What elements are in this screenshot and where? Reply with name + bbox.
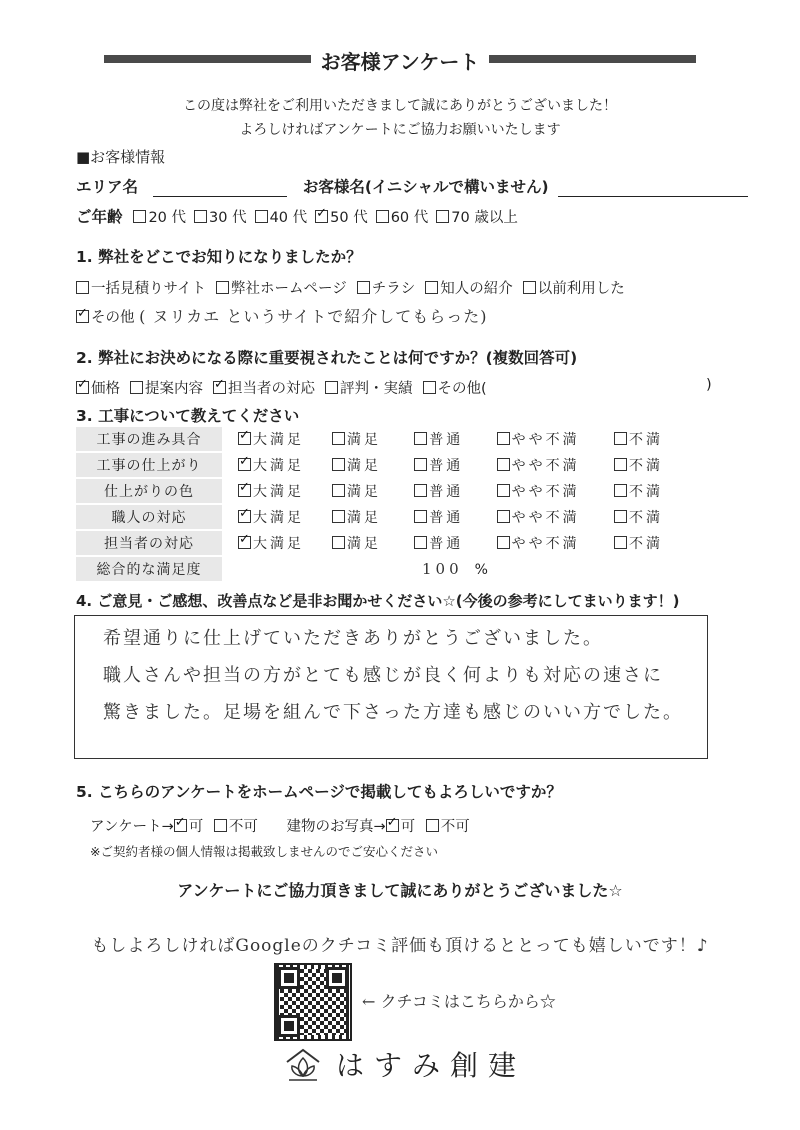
q1-option[interactable]: [216, 281, 347, 297]
rating-checkbox[interactable]: [414, 536, 427, 549]
q2-option[interactable]: [423, 381, 487, 397]
rating-option[interactable]: [497, 478, 614, 504]
rating-option[interactable]: [497, 504, 614, 530]
rating-option[interactable]: [614, 504, 708, 530]
rating-checkbox[interactable]: [238, 432, 251, 445]
overall-unit: %: [474, 562, 488, 578]
survey-no-checkbox[interactable]: [214, 819, 227, 832]
rating-option[interactable]: [614, 452, 708, 478]
rating-checkbox[interactable]: [238, 458, 251, 471]
rating-option[interactable]: [222, 504, 332, 530]
rating-checkbox[interactable]: [332, 484, 345, 497]
rating-option[interactable]: [614, 427, 708, 452]
rating-option-label: 不満: [628, 510, 663, 526]
rating-option[interactable]: [414, 427, 496, 452]
age-option-label: 50 代: [330, 210, 368, 226]
comment-line-3: 驚きました。足場を組んで下さった方達も感じのいい方でした。: [103, 702, 683, 723]
question-2-title: 2. 弊社にお決めになる際に重要視されたことは何ですか？(複数回答可): [76, 349, 578, 367]
rating-option-label: 不満: [628, 536, 663, 552]
overall-value: 100: [422, 560, 463, 578]
age-option-label: 60 代: [390, 210, 429, 226]
rating-row-label: 仕上がりの色: [76, 478, 222, 504]
rating-option-label: やや不満: [511, 458, 580, 474]
rating-row: [76, 452, 708, 478]
age-option[interactable]: [255, 210, 308, 226]
comment-box[interactable]: [74, 615, 708, 759]
rating-option[interactable]: [414, 452, 496, 478]
name-field[interactable]: [558, 196, 748, 197]
area-field[interactable]: [153, 196, 287, 197]
q1-checkbox[interactable]: [216, 281, 229, 294]
q2-option-label: その他(: [437, 381, 487, 397]
rating-option-label: 不満: [628, 458, 663, 474]
q2-checkbox[interactable]: [213, 381, 226, 394]
rating-option-label: やや不満: [511, 484, 580, 500]
company-name: はすみ創建: [336, 1049, 527, 1082]
qr-code[interactable]: [274, 963, 352, 1041]
rating-checkbox[interactable]: [614, 510, 627, 523]
age-option-label: 70 歳以上: [451, 210, 518, 226]
rating-checkbox[interactable]: [614, 458, 627, 471]
age-option[interactable]: [194, 210, 247, 226]
q2-option-label: 評判・実績: [340, 381, 413, 397]
rating-row: [76, 530, 708, 556]
rating-checkbox[interactable]: [414, 484, 427, 497]
age-row: [76, 205, 526, 227]
rating-option-label: 満足: [347, 432, 381, 448]
q1-checkbox[interactable]: [357, 281, 370, 294]
thanks-message: アンケートにご協力頂きまして誠にありがとうございました☆: [177, 881, 623, 900]
rating-option[interactable]: [414, 478, 496, 504]
rating-checkbox[interactable]: [332, 536, 345, 549]
rating-option[interactable]: [332, 452, 414, 478]
comment-line-1: 希望通りに仕上げていただきありがとうございました。: [103, 628, 603, 649]
q2-option[interactable]: [130, 381, 203, 397]
survey-yes-checkbox[interactable]: [174, 819, 187, 832]
qr-caption: ← クチコミはこちらから☆: [362, 992, 556, 1011]
rating-option[interactable]: [614, 530, 708, 556]
question-2-close-paren: ): [706, 377, 712, 393]
rating-option[interactable]: [332, 530, 414, 556]
question-3-title: 3. 工事について教えてください: [76, 407, 300, 425]
survey-no-label: 不可: [228, 819, 258, 835]
rating-option-label: 大満足: [253, 484, 305, 500]
rating-option[interactable]: [332, 427, 414, 452]
area-label: エリア名: [76, 178, 139, 196]
rating-option[interactable]: [497, 530, 614, 556]
q1-option[interactable]: [523, 281, 625, 297]
rating-option-label: 満足: [347, 536, 381, 552]
age-checkbox[interactable]: [194, 210, 207, 223]
rating-checkbox[interactable]: [414, 458, 427, 471]
rating-option-label: やや不満: [511, 510, 580, 526]
q2-checkbox[interactable]: [423, 381, 436, 394]
q1-option-label: 知人の紹介: [440, 281, 513, 297]
photo-yes-label: 可: [400, 819, 416, 835]
q1-checkbox[interactable]: [425, 281, 438, 294]
rating-row: [76, 478, 708, 504]
rating-option-label: 大満足: [253, 458, 305, 474]
q1-option[interactable]: [76, 281, 206, 297]
rating-checkbox[interactable]: [332, 432, 345, 445]
rating-row: [76, 427, 708, 452]
rating-checkbox[interactable]: [497, 458, 510, 471]
rating-checkbox[interactable]: [238, 484, 251, 497]
rating-option[interactable]: [414, 504, 496, 530]
rating-checkbox[interactable]: [332, 458, 345, 471]
rating-option[interactable]: [332, 478, 414, 504]
rating-option-label: 普通: [429, 484, 464, 500]
rating-row-label: 職人の対応: [76, 504, 222, 530]
name-label: お客様名(イニシャルで構いません): [302, 178, 549, 196]
q1-option[interactable]: [357, 281, 416, 297]
rating-row-label: 工事の進み具合: [76, 427, 222, 452]
rating-option[interactable]: [222, 427, 332, 452]
other-handwritten: ( ヌリカエ というサイトで紹介してもらった): [139, 307, 488, 326]
q1-option-label: 一括見積りサイト: [91, 281, 206, 297]
rating-option-label: 大満足: [253, 510, 305, 526]
q1-option-label: チラシ: [371, 281, 416, 297]
rating-checkbox[interactable]: [497, 484, 510, 497]
rating-option-label: 普通: [429, 458, 464, 474]
q2-option-label: 提案内容: [145, 381, 203, 397]
rating-option[interactable]: [414, 530, 496, 556]
age-checkbox[interactable]: [255, 210, 268, 223]
rating-row: [76, 504, 708, 530]
photo-no-label: 不可: [440, 819, 470, 835]
age-checkbox[interactable]: [133, 210, 146, 223]
q2-option[interactable]: [213, 381, 315, 397]
q2-option[interactable]: [325, 381, 413, 397]
overall-field[interactable]: [222, 556, 708, 582]
q2-checkbox[interactable]: [325, 381, 338, 394]
customer-name-row: [76, 175, 748, 197]
age-option-label: 40 代: [269, 210, 308, 226]
rating-option-label: 満足: [347, 510, 381, 526]
rating-option[interactable]: [222, 478, 332, 504]
privacy-note: ※ご契約者様の個人情報は掲載致しませんのでご安心ください: [90, 844, 438, 859]
google-review-request: もしよろしければGoogleのクチコミ評価も頂けるととっても嬉しいです！♪: [91, 936, 709, 956]
q2-checkbox[interactable]: [76, 381, 89, 394]
rating-option-label: 満足: [347, 484, 381, 500]
photo-publish-label: 建物のお写真→: [286, 819, 386, 835]
q1-checkbox[interactable]: [76, 281, 89, 294]
rating-row-label: 工事の仕上がり: [76, 452, 222, 478]
company-logo-icon: [283, 1044, 323, 1088]
page-title: お客様アンケート: [311, 50, 490, 74]
rating-checkbox[interactable]: [497, 510, 510, 523]
age-options: [133, 208, 525, 226]
rating-option-label: 不満: [628, 432, 663, 448]
age-option-label: 30 代: [209, 210, 247, 226]
rating-option[interactable]: [222, 452, 332, 478]
age-option-label: 20 代: [148, 210, 187, 226]
q2-option-label: 価格: [91, 381, 120, 397]
rating-checkbox[interactable]: [238, 536, 251, 549]
question-1-other: [76, 304, 488, 327]
age-option[interactable]: [436, 210, 518, 226]
other-checkbox[interactable]: [76, 310, 89, 323]
rating-option-label: 普通: [429, 536, 464, 552]
survey-publish-label: アンケート→: [90, 819, 174, 835]
customer-section-heading: ■お客様情報: [76, 148, 166, 166]
age-checkbox[interactable]: [436, 210, 449, 223]
rating-option-label: 不満: [628, 484, 663, 500]
rating-option[interactable]: [614, 478, 708, 504]
rating-checkbox[interactable]: [614, 536, 627, 549]
comment-line-2: 職人さんや担当の方がとても感じが良く何よりも対応の速さに: [103, 665, 663, 686]
rating-table: [76, 427, 708, 583]
rating-option-label: 大満足: [253, 536, 305, 552]
photo-no-checkbox[interactable]: [426, 819, 439, 832]
survey-title-bar: [0, 44, 800, 74]
rating-option[interactable]: [497, 452, 614, 478]
q2-checkbox[interactable]: [130, 381, 143, 394]
rating-option[interactable]: [497, 427, 614, 452]
q1-checkbox[interactable]: [523, 281, 536, 294]
question-4-title: 4. ご意見・ご感想、改善点など是非お聞かせください☆(今後の参考にしてまいります！): [76, 592, 680, 610]
age-option[interactable]: [133, 210, 186, 226]
intro-line-2: よろしければアンケートにご協力お願いいたします: [239, 122, 561, 138]
rating-option-label: 普通: [429, 510, 464, 526]
rating-checkbox[interactable]: [332, 510, 345, 523]
intro-text: [0, 94, 800, 142]
rating-option[interactable]: [222, 530, 332, 556]
question-2-options: [76, 377, 497, 398]
q2-option-label: 担当者の対応: [228, 381, 315, 397]
rating-option-label: 大満足: [253, 432, 305, 448]
rating-option-label: やや不満: [511, 432, 580, 448]
survey-yes-label: 可: [188, 819, 204, 835]
question-5-title: 5. こちらのアンケートをホームページで掲載してもよろしいですか？: [76, 783, 562, 801]
photo-yes-checkbox[interactable]: [386, 819, 399, 832]
q2-option[interactable]: [76, 381, 120, 397]
age-label: ご年齢: [76, 208, 123, 226]
rating-checkbox[interactable]: [238, 510, 251, 523]
rating-option-label: やや不満: [511, 536, 580, 552]
question-1-options: [76, 277, 635, 298]
publish-options: [90, 815, 470, 836]
rating-checkbox[interactable]: [497, 432, 510, 445]
rating-checkbox[interactable]: [414, 432, 427, 445]
q1-option-label: 弊社ホームページ: [230, 281, 347, 297]
rating-checkbox[interactable]: [614, 484, 627, 497]
q1-option[interactable]: [425, 281, 513, 297]
age-option[interactable]: [376, 210, 429, 226]
rating-checkbox[interactable]: [414, 510, 427, 523]
question-1-title: 1. 弊社をどこでお知りになりましたか？: [76, 248, 362, 266]
age-checkbox[interactable]: [376, 210, 389, 223]
other-label: その他: [91, 310, 135, 326]
rating-row-label: 担当者の対応: [76, 530, 222, 556]
rating-option-label: 満足: [347, 458, 381, 474]
rating-option[interactable]: [332, 504, 414, 530]
overall-row: [76, 556, 708, 582]
rating-checkbox[interactable]: [497, 536, 510, 549]
intro-line-1: この度は弊社をご利用いただきまして誠にありがとうございました！: [183, 98, 617, 114]
overall-label: 総合的な満足度: [76, 556, 222, 582]
rating-option-label: 普通: [429, 432, 464, 448]
rating-checkbox[interactable]: [614, 432, 627, 445]
age-option[interactable]: [315, 210, 368, 226]
q1-option-label: 以前利用した: [537, 281, 625, 297]
age-checkbox[interactable]: [315, 210, 328, 223]
